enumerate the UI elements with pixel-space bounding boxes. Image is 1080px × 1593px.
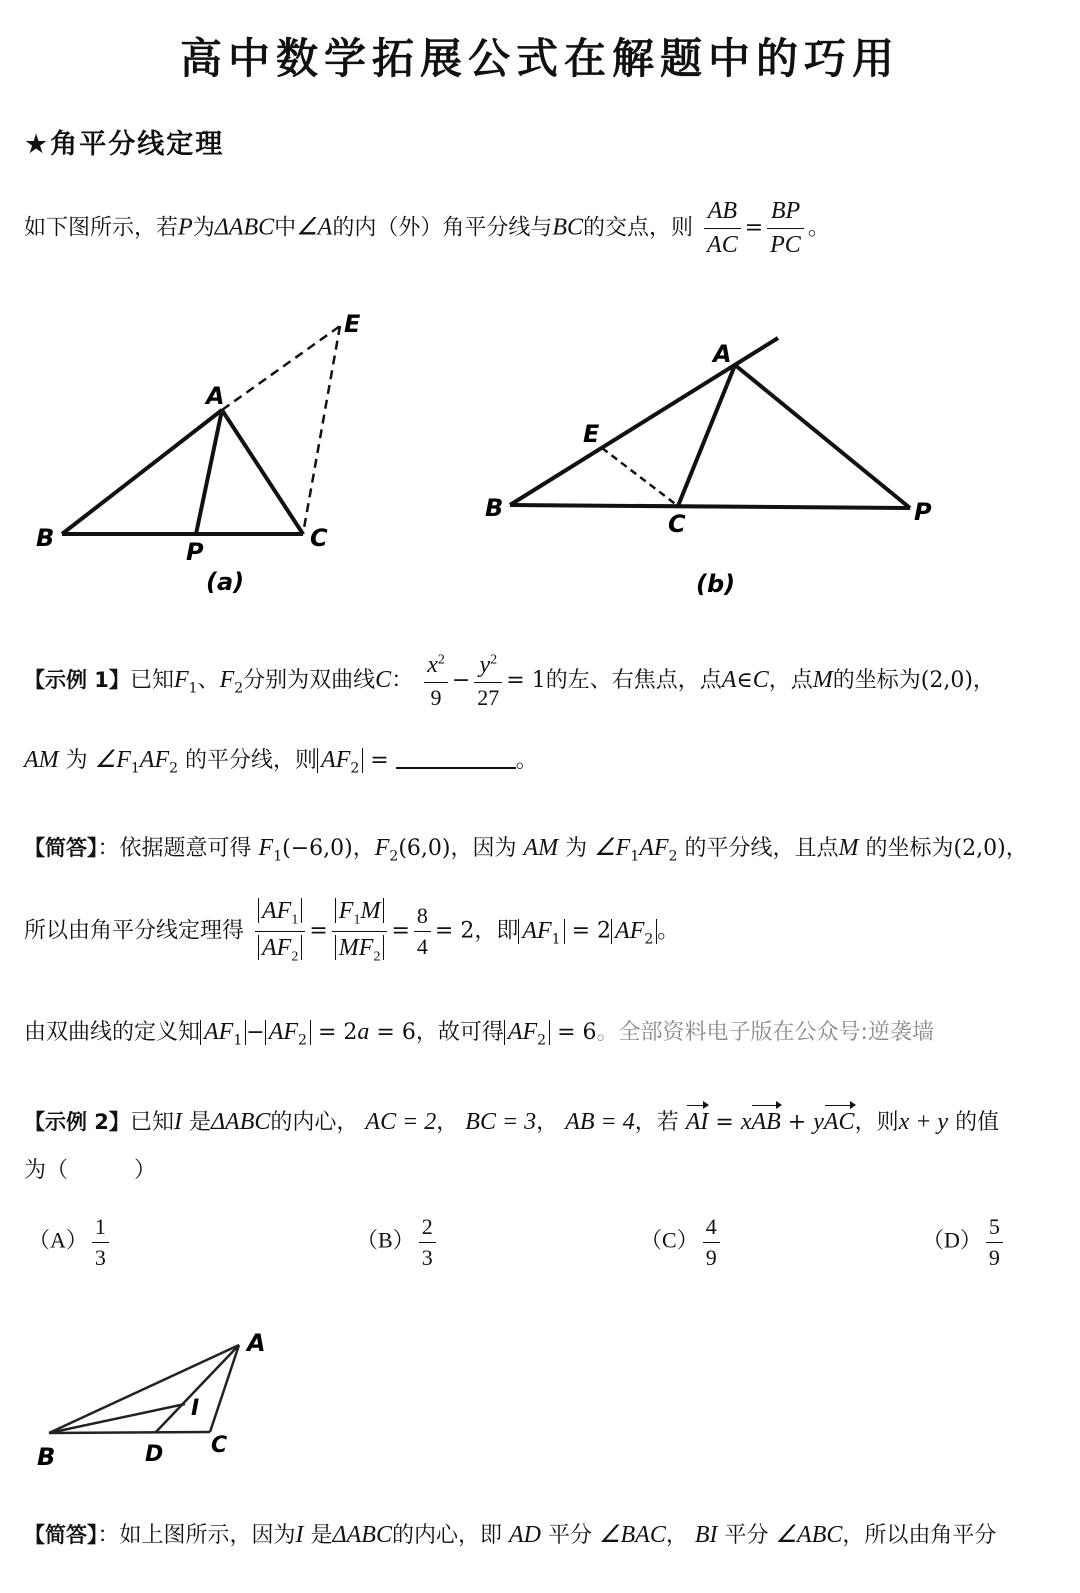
figure-a bbox=[20, 290, 400, 610]
ratio-bp-pc: $\frac{BP}{PC}$ bbox=[767, 197, 804, 260]
caption-b: (b) bbox=[696, 570, 736, 598]
option-c[interactable]: （C） $\frac{4}{9}$ bbox=[640, 1214, 724, 1271]
label-p: P bbox=[914, 498, 932, 526]
label-b: B bbox=[485, 494, 504, 522]
section-title: 角平分线定理 bbox=[50, 129, 225, 160]
label-e: E bbox=[583, 420, 600, 448]
answer-blank bbox=[396, 747, 516, 769]
label-b: B bbox=[37, 1443, 56, 1471]
label-c: C bbox=[211, 1433, 228, 1458]
answer-2-line-1: 【简答】：如上图所示，因为I 是ΔABC的内心，即 AD 平分 ∠BAC， BI 平分 ∠ABC，所以由角平分 bbox=[24, 1522, 997, 1548]
star-icon: ★ bbox=[24, 129, 51, 160]
answer-1-line-1: 【简答】：依据题意可得 $F_1(-6,0)$，$F_2(6,0)$，因为 AM 为 $\angle F_1AF_2$ 的平分线，且点M 的坐标为(2,0)， bbox=[24, 835, 1028, 865]
ratio-ab-ac: $\frac{AB}{AC}$ bbox=[704, 197, 741, 260]
label-c: C bbox=[310, 524, 328, 552]
label-c: C bbox=[668, 510, 686, 538]
label-a: A bbox=[247, 1329, 266, 1357]
label-a: A bbox=[206, 382, 225, 410]
label-b: B bbox=[36, 524, 55, 552]
page-title: 高中数学拓展公式在解题中的巧用 bbox=[179, 34, 900, 83]
example-2-line-2: 为（ ） bbox=[24, 1158, 157, 1183]
example-1-line-1: 【示例 1】已知$F_1$、$F_2$分别为双曲线C： $\frac{x^2}{9}$ − $\frac{y^2}{27}$ = 1的左、右焦点，点A∈C，点M的坐标为(2,0)， bbox=[24, 652, 995, 710]
watermark: 。全部资料电子版在公众号:逆袭墙 bbox=[596, 1020, 934, 1045]
figure-incenter bbox=[25, 1315, 285, 1480]
answer-1-line-3: 由双曲线的定义知 $AF_1 - AF_2 = 2a = 6$，故可得 $AF_2 = 6$。全部资料电子版在公众号:逆袭墙 bbox=[24, 1019, 934, 1049]
section-heading bbox=[24, 122, 224, 161]
option-b[interactable]: （B） $\frac{2}{3}$ bbox=[356, 1214, 440, 1271]
label-i: I bbox=[191, 1396, 200, 1421]
caption-a: (a) bbox=[206, 568, 245, 596]
option-a[interactable]: （A） $\frac{1}{3}$ bbox=[28, 1214, 113, 1271]
example-1-line-2: AM 为 $\angle F_1AF_2$ 的平分线，则 $AF_2$ = 。 bbox=[24, 747, 538, 777]
example-2-line-1: 【示例 2】已知I 是ΔABC的内心， AC = 2， BC = 3， AB = 4，若 AI = xAB + yAC，则x + y 的值 bbox=[24, 1109, 1000, 1135]
answer-1-line-2: 所以由角平分线定理得 $\frac{AF_1}{AF_2}$ = $\frac{F_1M}{MF_2}$ = $\frac{8}{4}$ = 2，即 $AF_1 = 2$ $AF_2$ 。 bbox=[24, 898, 680, 965]
label-a: A bbox=[713, 340, 732, 368]
label-p: P bbox=[186, 538, 204, 566]
theorem-statement: 如下图所示，若P为ΔABC中∠A的内（外）角平分线与BC的交点，则 $\frac{AB}{AC}$ = $\frac{BP}{PC}$ 。 bbox=[24, 198, 830, 258]
label-e: E bbox=[344, 310, 361, 338]
figure-b bbox=[480, 320, 940, 610]
option-d[interactable]: （D） $\frac{5}{9}$ bbox=[922, 1214, 1007, 1271]
label-d: D bbox=[145, 1442, 164, 1467]
